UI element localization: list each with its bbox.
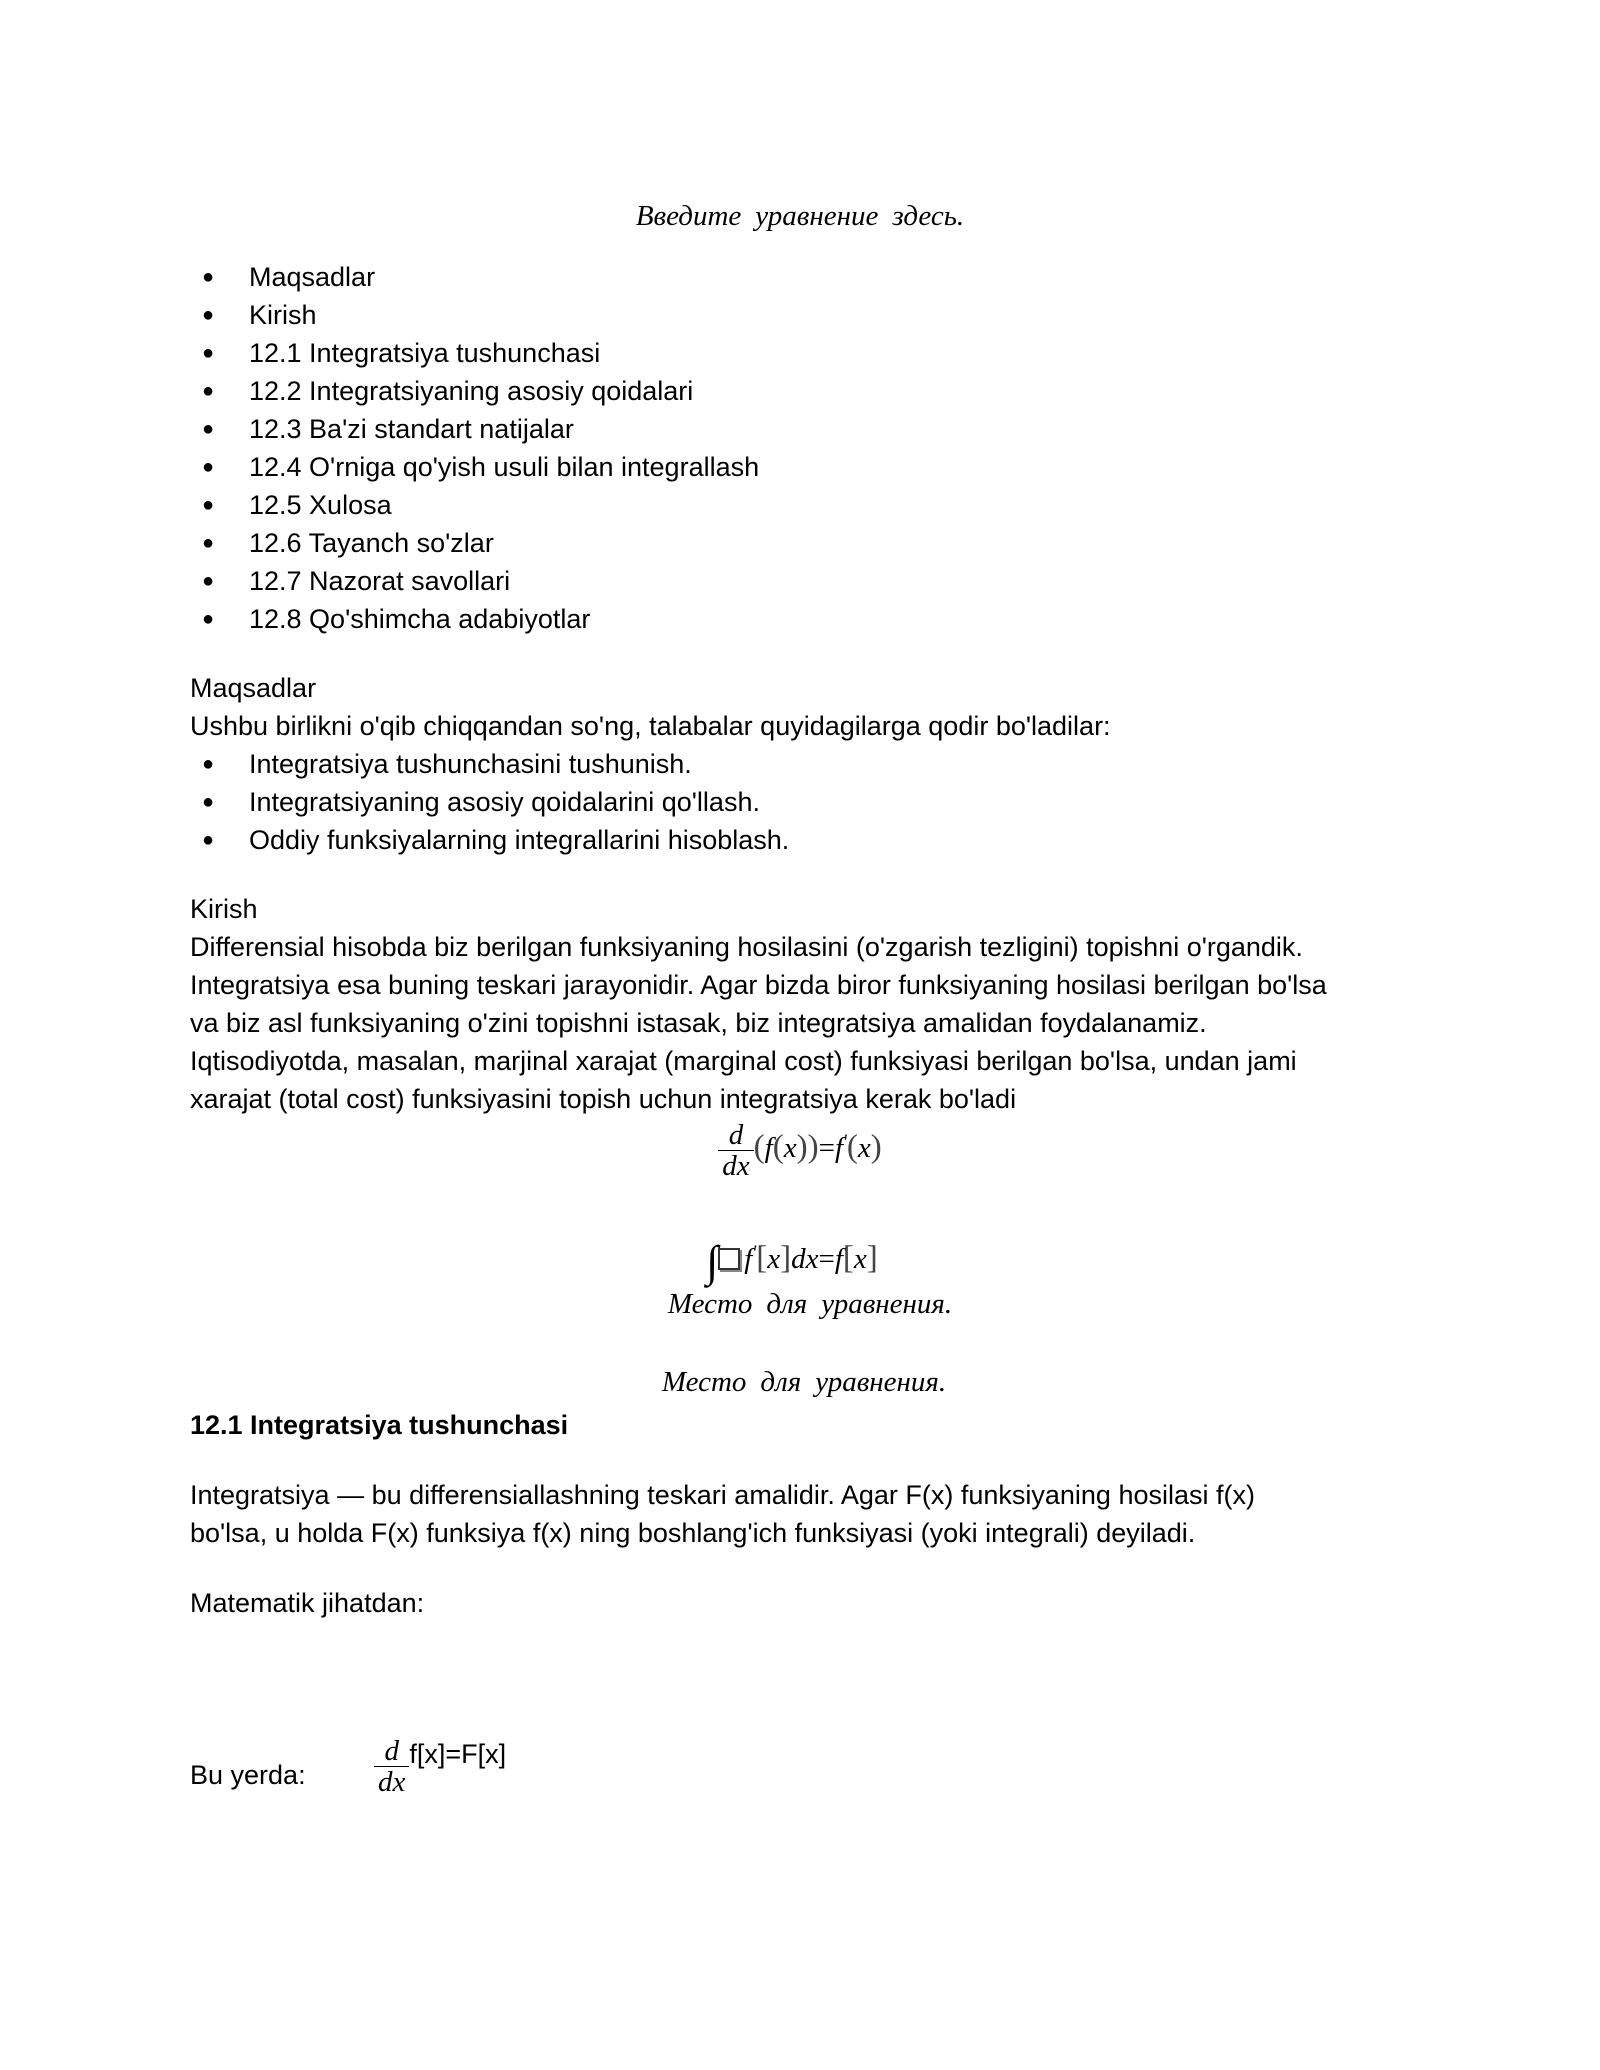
- integral-sign: ∫: [706, 1237, 719, 1286]
- intro-line: Iqtisodiyotda, masalan, marjinal xarajat (marginal cost) funksiyasi berilgan bo'lsa, undan jami: [190, 1046, 1297, 1076]
- objectives-intro: Ushbu birlikni o'qib chiqqandan so'ng, talabalar quyidagilarga qodir bo'ladilar:: [190, 711, 1111, 741]
- placeholder-word: Введите: [635, 200, 742, 232]
- equation-placeholder[interactable]: Место для уравнения.: [667, 1288, 953, 1320]
- derivative-equation[interactable]: $\frac{d}{dx}$ (f(x))=f'(x): [0, 1120, 1600, 1181]
- where-expression[interactable]: $\frac{d}{dx}$ f[x]=F[x]: [374, 1736, 506, 1797]
- toc-item: ● Maqsadlar: [190, 258, 759, 296]
- where-fraction: $\frac{d}{dx}$: [374, 1736, 409, 1797]
- objectives-heading: Maqsadlar: [190, 673, 317, 703]
- intro-heading: Kirish: [190, 894, 258, 924]
- objective-item: ● Integratsiya tushunchasini tushunish.: [190, 745, 789, 783]
- intro-line: va biz asl funksiyaning o'zini topishni istasak, biz integratsiya amalidan foydalanamiz.: [190, 1008, 1207, 1038]
- toc-item: ● 12.8 Qo'shimcha adabiyotlar: [190, 600, 759, 638]
- intro-line: xarajat (total cost) funksiyasini topish uchun integratsiya kerak bo'ladi: [190, 1084, 1017, 1114]
- toc-list: [190, 258, 759, 638]
- toc-item: ● 12.7 Nazorat savollari: [190, 562, 759, 600]
- placeholder-word: уравнение: [755, 200, 879, 232]
- section-heading: 12.1 Integratsiya tushunchasi: [190, 1410, 569, 1440]
- placeholder-box-icon: [718, 1248, 740, 1270]
- section-paragraph-line: bo'lsa, u holda F(x) funksiya f(x) ning boshlang'ich funksiyasi (yoki integrali) deyiladi.: [190, 1518, 1196, 1548]
- section-paragraph-line: Integratsiya — bu differensiallashning teskari amalidir. Agar F(x) funksiyaning hosilasi f(x): [190, 1480, 1255, 1510]
- intro-line: Differensial hisobda biz berilgan funksiyaning hosilasini (o'zgarish tezligini) topishni o'rgandik.: [190, 932, 1303, 962]
- integral-equation[interactable]: ∫ f'[x]dx=f[x]: [706, 1237, 878, 1286]
- derivative-fraction: $\frac{d}{dx}$: [718, 1120, 753, 1181]
- toc-item: ● 12.4 O'rniga qo'yish usuli bilan integrallash: [190, 448, 759, 486]
- toc-item: ● 12.2 Integratsiyaning asosiy qoidalari: [190, 372, 759, 410]
- objective-item: ● Integratsiyaning asosiy qoidalarini qo'llash.: [190, 783, 789, 821]
- objectives-list: [190, 745, 789, 859]
- equation-placeholder-top[interactable]: [0, 200, 1600, 233]
- objective-item: ● Oddiy funksiyalarning integrallarini hisoblash.: [190, 821, 789, 859]
- toc-item: ● 12.3 Ba'zi standart natijalar: [190, 410, 759, 448]
- intro-line: Integratsiya esa buning teskari jarayonidir. Agar bizda biror funksiyaning hosilasi berilgan bo'lsa: [190, 970, 1327, 1000]
- toc-item: ● 12.6 Tayanch so'zlar: [190, 524, 759, 562]
- toc-item: ● 12.1 Integratsiya tushunchasi: [190, 334, 759, 372]
- toc-item: ● Kirish: [190, 296, 759, 334]
- toc-item: ● 12.5 Xulosa: [190, 486, 759, 524]
- where-label: Bu yerda:: [190, 1760, 306, 1790]
- equation-placeholder[interactable]: Место для уравнения.: [661, 1366, 947, 1398]
- placeholder-word: здесь.: [892, 200, 965, 232]
- math-label: Matematik jihatdan:: [190, 1588, 425, 1618]
